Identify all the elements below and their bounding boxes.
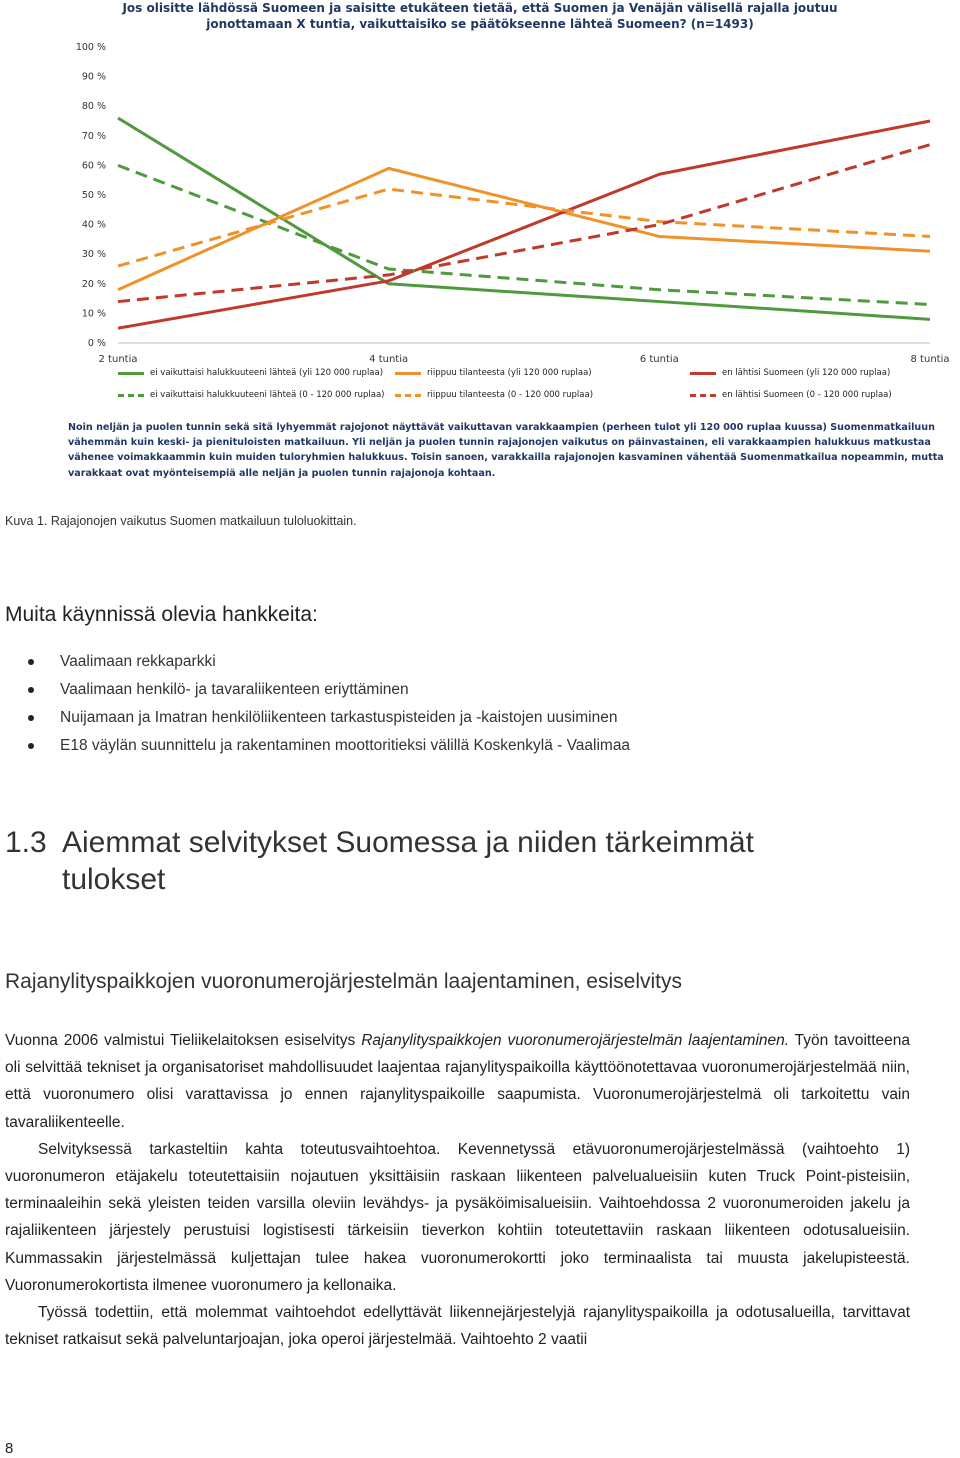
legend-swatch — [690, 394, 716, 397]
bullet-icon — [28, 743, 34, 749]
y-tick-label: 0 % — [87, 338, 106, 349]
legend-item — [690, 368, 890, 378]
section-title-line-2: tulokset — [62, 863, 166, 896]
projects-heading: Muita käynnissä olevia hankkeita: — [5, 603, 318, 626]
legend-item — [690, 390, 892, 400]
list-item-text: Vaalimaan henkilö- ja tavaraliikenteen eriyttäminen — [60, 681, 409, 698]
paragraph-1-start: Vuonna 2006 valmistui Tieliikelaitoksen esiselvitys — [5, 1032, 362, 1049]
chart-title — [0, 0, 960, 32]
legend-label: en lähtisi Suomeen (0 - 120 000 ruplaa) — [722, 390, 892, 400]
y-tick-label: 100 % — [75, 42, 106, 53]
bullet-icon — [28, 715, 34, 721]
list-item-text: E18 väylän suunnittelu ja rakentaminen moottoritieksi välillä Koskenkylä - Vaalimaa — [60, 737, 631, 754]
legend-item — [118, 390, 384, 400]
body-text — [5, 1027, 910, 1353]
y-tick-label: 40 % — [81, 219, 106, 231]
page-number: 8 — [5, 1440, 14, 1457]
list-item — [28, 704, 630, 732]
bullet-icon — [28, 687, 34, 693]
legend-swatch — [118, 394, 144, 397]
paragraph-2: Selvityksessä tarkasteltiin kahta toteutusvaihtoehtoa. Kevennetyssä etävuoronumerojärjestelmässä (vaihtoehto 1) vuoronumeron etäjakelu toteutettaisiin nojautuen yksittäisiin raskaan liikenteen palvelualueisiin kuten Truck Point-pisteisiin, terminaaleihin sekä yleisten teiden varsilla oleviin levähdys- ja pysäköimisalueisiin. Vaihtoehdossa 2 vuoronumeroiden jakelu ja rajaliikenteen järjestely perustuisi logistisesti tärkeisiin tieverkon kohtiin toteutettaviin raskaan liikenteen odotusalueisiin. Kummassakin järjestelmässä kuljettajan tulee hakea vuoronumerokortti joko terminaalista tai muusta jakelupisteestä. Vuoronumerokortista ilmenee vuoronumero ja kellonaika. — [5, 1140, 910, 1294]
list-item — [28, 732, 630, 760]
y-tick-label: 80 % — [81, 101, 106, 113]
y-tick-label: 50 % — [81, 190, 106, 201]
legend-label: en lähtisi Suomeen (yli 120 000 ruplaa) — [722, 368, 891, 378]
legend-swatch — [118, 372, 144, 375]
figure-caption: Kuva 1. Rajajonojen vaikutus Suomen matkailuun tuloluokittain. — [5, 514, 357, 528]
section-number: 1.3 — [5, 826, 47, 859]
legend-swatch — [395, 394, 421, 397]
projects-list — [28, 648, 630, 760]
x-tick-label: 8 tuntia — [910, 354, 950, 365]
legend-item — [395, 368, 592, 378]
legend-label: ei vaikuttaisi halukkuuteeni lähteä (yli 120 000 ruplaa) — [150, 368, 384, 378]
legend-label: riippuu tilanteesta (yli 120 000 ruplaa) — [427, 368, 592, 378]
y-tick-label: 70 % — [81, 130, 106, 142]
paragraph-3: Työssä todettiin, että molemmat vaihtoehdot edellyttävät liikennejärjestelyjä rajanylityspaikoilla ja odotusalueilla, tarvittavat tekniset ratkaisut sekä palveluntarjoajan, joka operoi järjestelmää. Vaihtoehto 2 vaatii — [5, 1304, 910, 1349]
y-tick-label: 60 % — [81, 160, 106, 172]
line-chart — [0, 36, 960, 368]
y-tick-label: 10 % — [81, 308, 106, 320]
paragraph-1 — [5, 1027, 910, 1136]
list-item — [28, 648, 630, 676]
paragraph-1-rest: Työn tavoitteena oli selvittää tekniset ja organisatoriset mahdollisuudet laajentaa rajanylityspaikoilla käyttöönotettavaa vuoronumerojärjestelmää niin, että vuoronumero olisi varattavissa jo ennen rajanylityspaikoille saapumista. Vuoronumerojärjestelmä oli tarkoitettu vain tavaraliikenteelle. — [5, 1032, 910, 1131]
report-title: Rajanylityspaikkojen vuoronumerojärjestelmän laajentaminen. — [361, 1032, 790, 1049]
x-tick-label: 6 tuntia — [639, 354, 679, 365]
x-tick-label: 4 tuntia — [369, 354, 409, 365]
chart-title-line-2: jonottamaan X tuntia, vaikuttaisiko se päätökseenne lähteä Suomeen? (n=1493) — [206, 17, 754, 31]
list-item — [28, 676, 630, 704]
legend-item — [395, 390, 593, 400]
x-tick-label: 2 tuntia — [98, 354, 138, 365]
y-tick-label: 90 % — [81, 71, 106, 83]
chart-figure — [0, 0, 960, 492]
legend-item — [118, 368, 383, 378]
legend-label: riippuu tilanteesta (0 - 120 000 ruplaa) — [427, 390, 594, 400]
chart-legend — [0, 368, 960, 408]
chart-note: Noin neljän ja puolen tunnin sekä sitä lyhyemmät rajojonot näyttävät vaikuttavan varakkaampien (perheen tulot yli 120 000 ruplaa kuussa) Suomenmatkailuun vähemmän kuin keski- ja pienituloisten matkailuun. Yli neljän ja puolen tunnin rajajonojen vaikutus on päinvastainen, eli varakkaampien halukkuus matkustaa vähenee voimakkaammin kuin muiden tuloryhmien halukkuus. Toisin sanoen, varakkailla rajajonojen kasvaminen vähentää Suomenmatkailua nopeammin, mutta varakkaat ovat myönteisempiä alle neljän ja puolen tunnin rajajonoja kohtaan. — [68, 422, 944, 479]
legend-swatch — [690, 372, 716, 375]
section-heading — [5, 824, 925, 898]
legend-swatch — [395, 372, 421, 375]
subsection-heading: Rajanylityspaikkojen vuoronumerojärjestelmän laajentaminen, esiselvitys — [5, 970, 682, 993]
bullet-icon — [28, 659, 34, 665]
legend-label: ei vaikuttaisi halukkuuteeni lähteä (0 - 120 000 ruplaa) — [150, 390, 385, 400]
y-tick-label: 20 % — [81, 278, 106, 290]
y-tick-label: 30 % — [81, 249, 106, 261]
chart-title-line-1: Jos olisitte lähdössä Suomeen ja saisitte etukäteen tietää, että Suomen ja Venäjän välisellä rajalla joutuu — [122, 1, 838, 15]
section-title-line-1: Aiemmat selvitykset Suomessa ja niiden tärkeimmät — [62, 826, 754, 859]
list-item-text: Nuijamaan ja Imatran henkilöliikenteen tarkastuspisteiden ja -kaistojen uusiminen — [60, 709, 618, 726]
list-item-text: Vaalimaan rekkaparkki — [60, 653, 216, 670]
